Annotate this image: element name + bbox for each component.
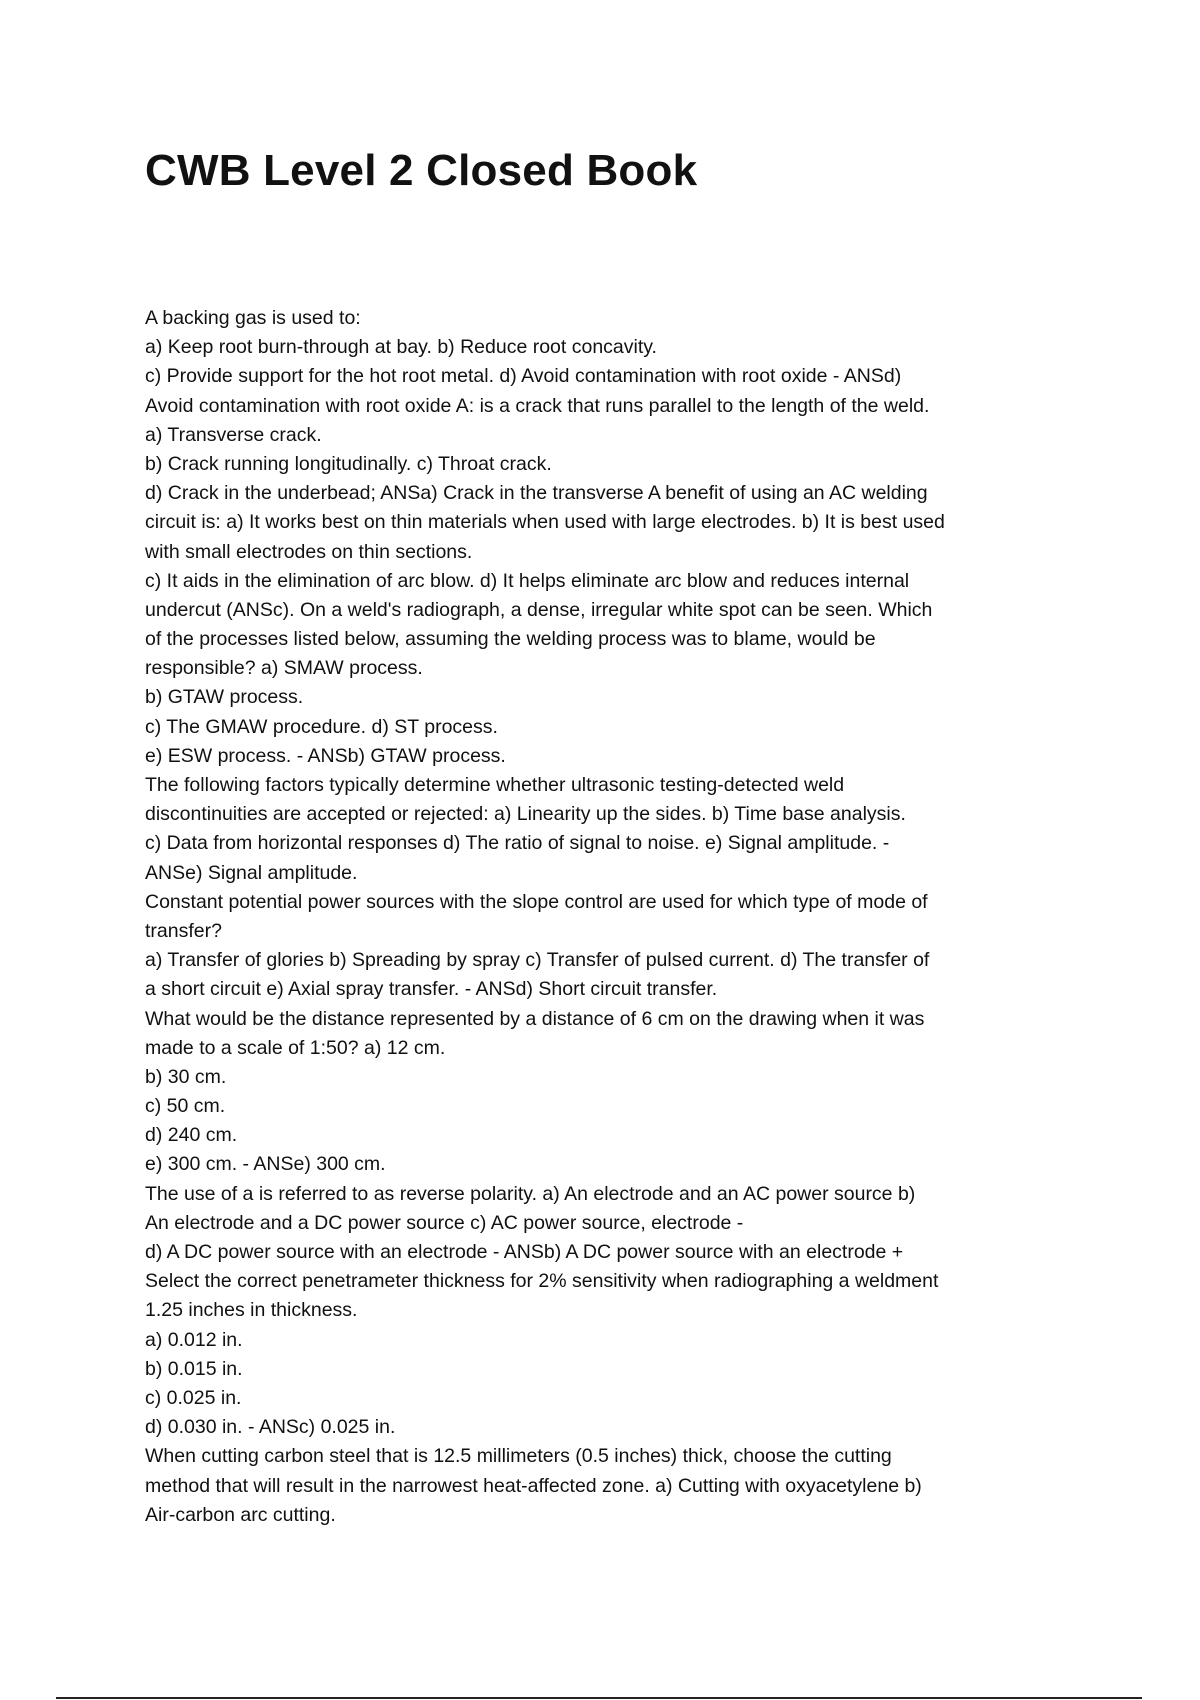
text-line: d) 240 cm. (145, 1124, 238, 1147)
text-line: d) A DC power source with an electrode - ANSb) A DC power source with an electrode + (145, 1241, 904, 1263)
text-line: e) ESW process. - ANSb) GTAW process. (145, 744, 506, 767)
text-line: d) Crack in the underbead; ANSa) Crack in the transverse A benefit of using an AC welding (145, 482, 928, 505)
text-line: d) 0.030 in. - ANSc) 0.025 in. (145, 1416, 396, 1439)
text-line: An electrode and a DC power source c) AC power source, electrode - (145, 1211, 744, 1234)
text-line: The following factors typically determine whether ultrasonic testing-detected weld (145, 774, 845, 796)
text-line: a) 0.012 in. (145, 1328, 243, 1351)
text-line: method that will result in the narrowest heat-affected zone. a) Cutting with oxyacetylene b) (145, 1474, 922, 1497)
text-line: discontinuities are accepted or rejected: a) Linearity up the sides. b) Time base analysis. (145, 803, 906, 826)
text-line: transfer? (145, 919, 222, 942)
text-line: Constant potential power sources with the slope control are used for which type of mode of (145, 890, 928, 913)
text-line: The use of a is referred to as reverse polarity. a) An electrode and an AC power source b) (145, 1182, 916, 1205)
text-line: a) Transfer of glories b) Spreading by spray c) Transfer of pulsed current. d) The transfer of (145, 949, 930, 972)
text-line: a short circuit e) Axial spray transfer. - ANSd) Short circuit transfer. (145, 978, 718, 1001)
text-line: 1.25 inches in thickness. (145, 1299, 358, 1322)
text-line: c) Provide support for the hot root metal. d) Avoid contamination with root oxide - ANSd) (145, 365, 902, 388)
text-line: c) 50 cm. (145, 1095, 226, 1118)
text-line: b) 30 cm. (145, 1065, 227, 1088)
page-divider (56, 1697, 1142, 1699)
text-line: circuit is: a) It works best on thin materials when used with large electrodes. b) It is best used (145, 511, 945, 534)
document-body (145, 304, 1065, 1530)
text-line: When cutting carbon steel that is 12.5 millimeters (0.5 inches) thick, choose the cutting (145, 1445, 892, 1468)
text-line: Select the correct penetrameter thickness for 2% sensitivity when radiographing a weldment (145, 1270, 939, 1293)
text-line: c) The GMAW procedure. d) ST process. (145, 715, 498, 738)
text-line: made to a scale of 1:50? a) 12 cm. (145, 1036, 446, 1059)
text-line: b) GTAW process. (145, 686, 304, 709)
text-line: a) Transverse crack. (145, 423, 322, 446)
text-line: with small electrodes on thin sections. (145, 540, 473, 563)
text-line: undercut (ANSc). On a weld's radiograph, a dense, irregular white spot can be seen. Which (145, 598, 933, 621)
text-line: c) It aids in the elimination of arc blow. d) It helps eliminate arc blow and reduces internal (145, 569, 910, 592)
text-line: b) Crack running longitudinally. c) Throat crack. (145, 452, 552, 475)
text-line: of the processes listed below, assuming the welding process was to blame, would be (145, 628, 876, 651)
text-line: responsible? a) SMAW process. (145, 657, 423, 680)
text-line: Air-carbon arc cutting. (145, 1503, 336, 1526)
text-line: A backing gas is used to: (145, 307, 361, 329)
text-line: Avoid contamination with root oxide A: is a crack that runs parallel to the length of the weld. (145, 394, 930, 417)
text-line: ANSe) Signal amplitude. (145, 861, 358, 884)
text-line: e) 300 cm. - ANSe) 300 cm. (145, 1153, 386, 1176)
text-line: c) Data from horizontal responses d) The ratio of signal to noise. e) Signal amplitude. - (145, 832, 890, 855)
text-line: b) 0.015 in. (145, 1357, 243, 1380)
text-line: c) 0.025 in. (145, 1386, 242, 1409)
text-line: a) Keep root burn-through at bay. b) Reduce root concavity. (145, 336, 657, 359)
page-title: CWB Level 2 Closed Book (145, 146, 698, 195)
text-line: What would be the distance represented by a distance of 6 cm on the drawing when it was (145, 1007, 925, 1030)
